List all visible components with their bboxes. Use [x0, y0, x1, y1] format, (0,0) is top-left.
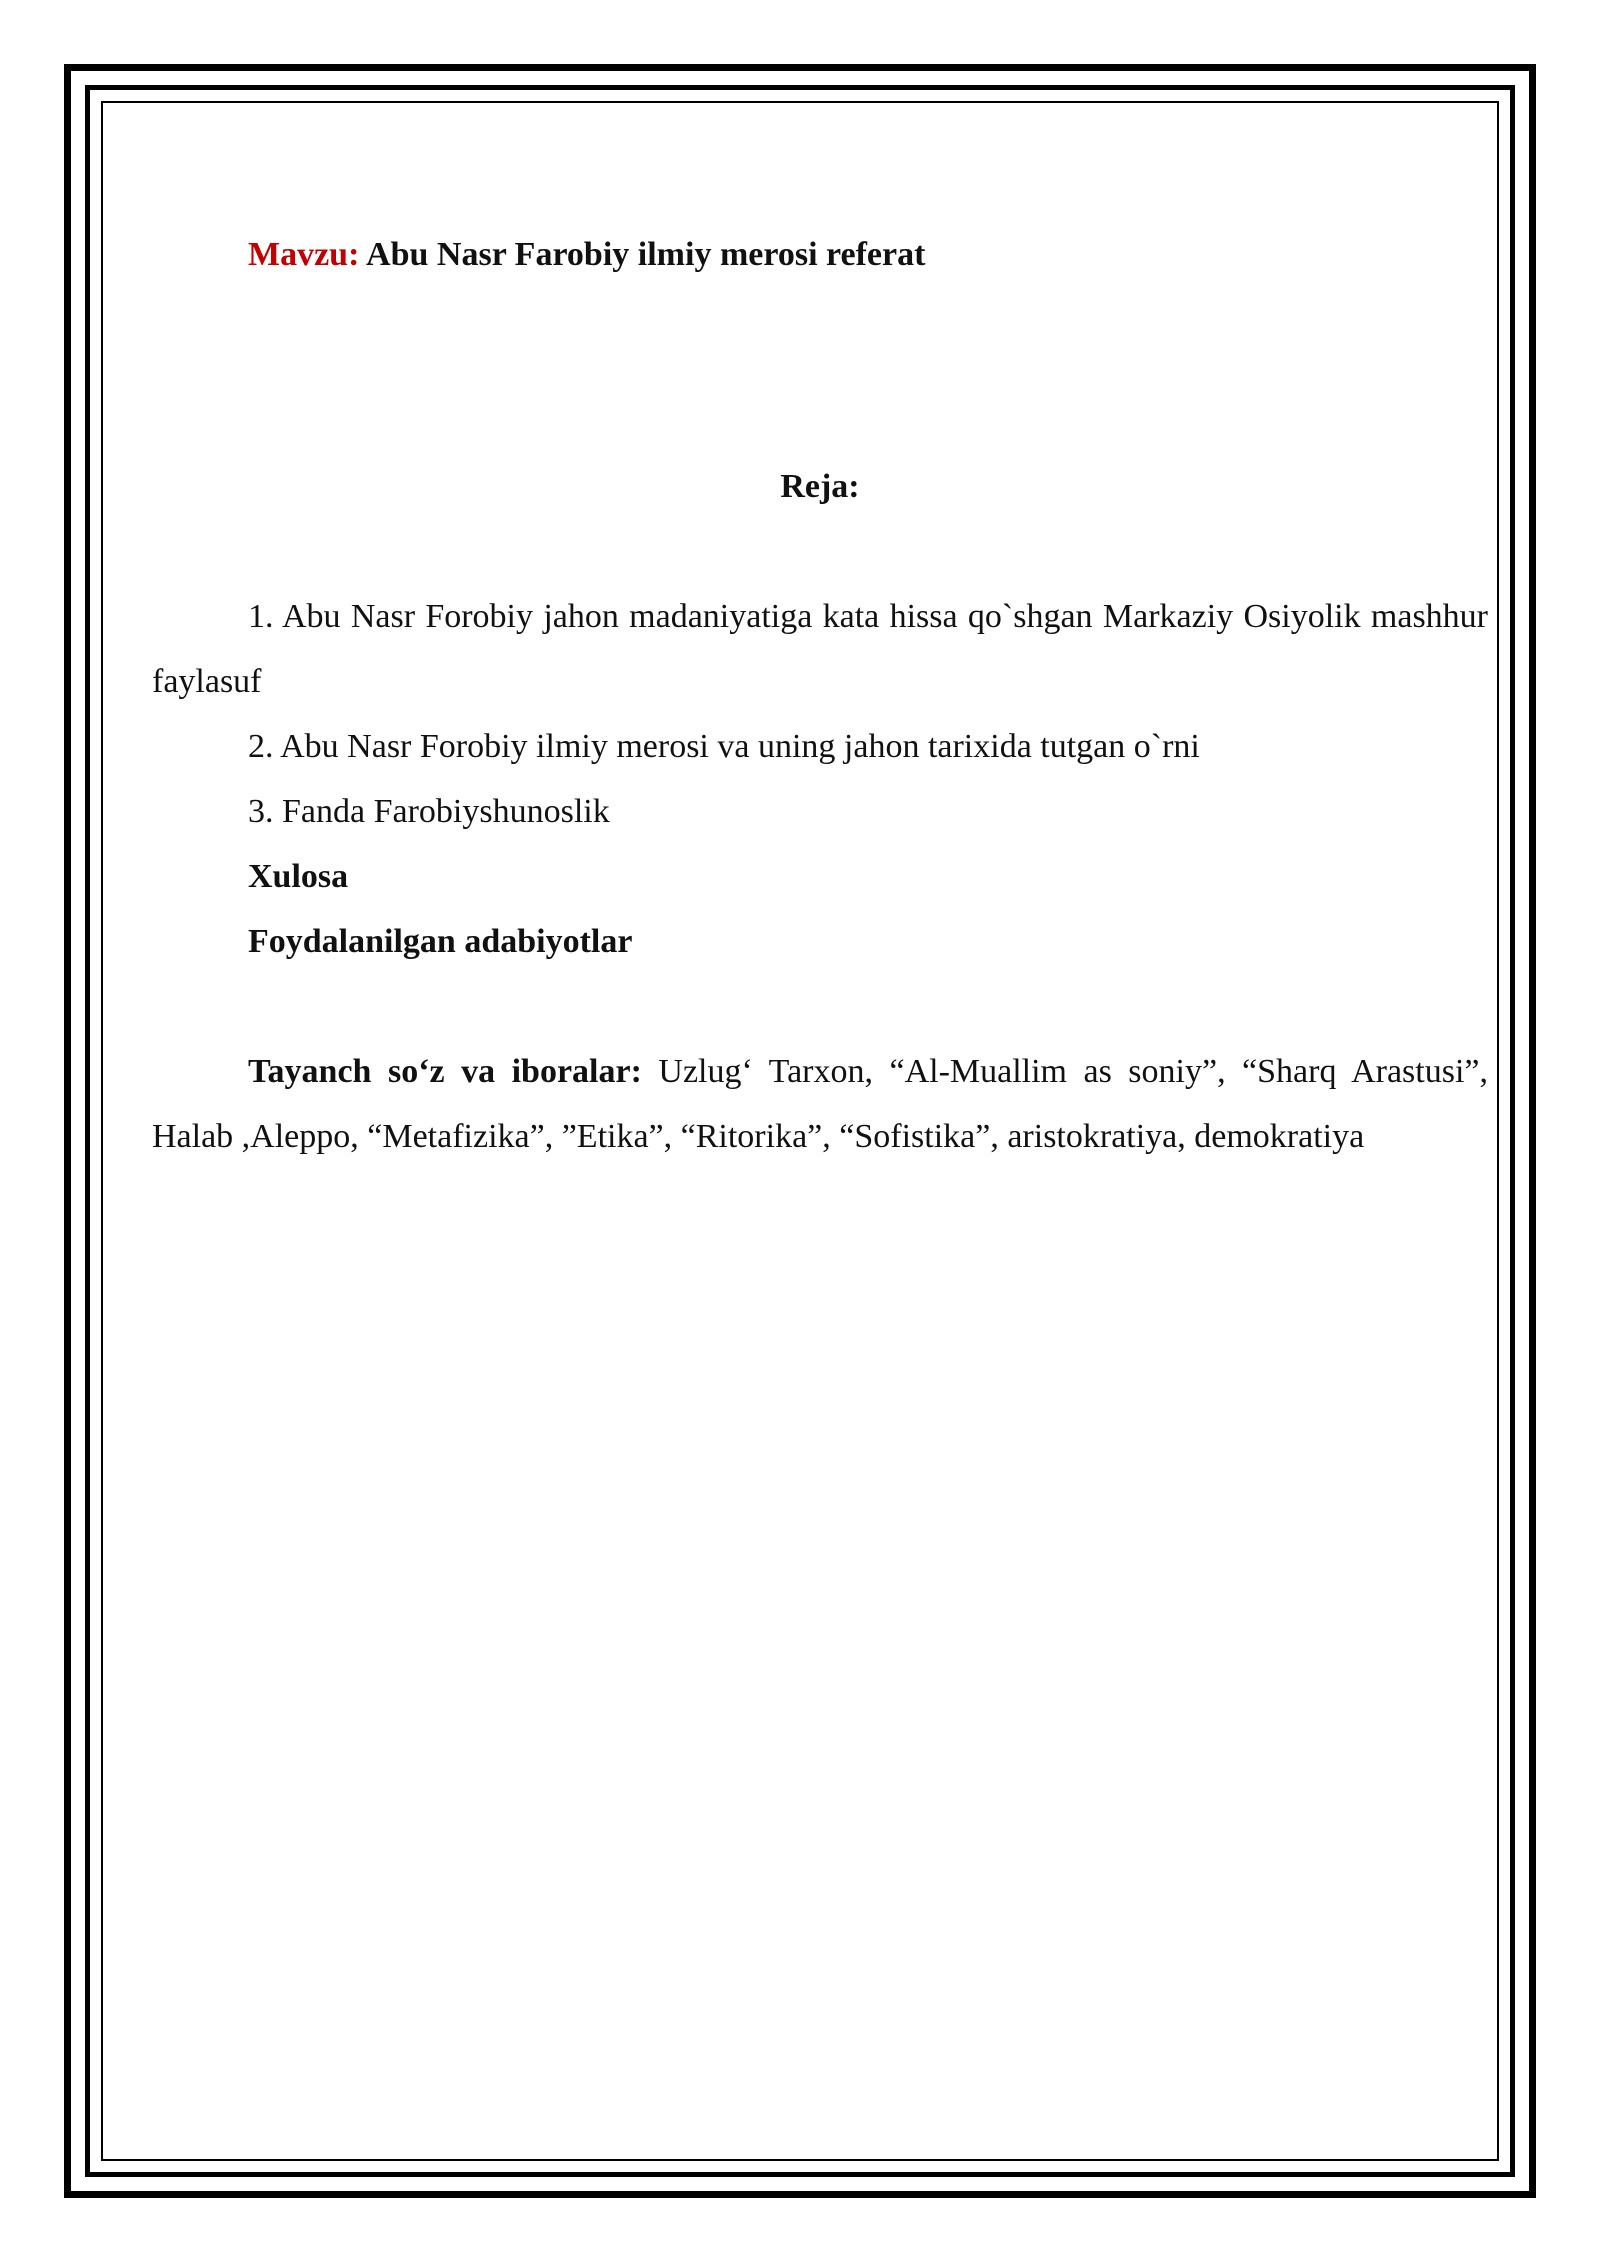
topic-title — [152, 222, 1488, 287]
conclusion-item: Xulosa — [248, 858, 349, 895]
topic-label: Mavzu: — [248, 236, 360, 273]
plan-item: 3. Fanda Farobiyshunoslik — [248, 793, 610, 830]
plan-item: 1. Abu Nasr Forobiy jahon madaniyatiga kata hissa qo`shgan Markaziy Osiyolik mashhur faylasuf — [152, 598, 1488, 700]
topic-text: Abu Nasr Farobiy ilmiy merosi referat — [366, 236, 926, 273]
plan-heading: Reja: — [780, 468, 860, 505]
keywords-paragraph — [152, 1039, 1488, 1169]
plan-item: 2. Abu Nasr Forobiy ilmiy merosi va uning jahon tarixida tutgan o`rni — [248, 728, 1200, 765]
document-content — [152, 222, 1489, 1155]
plan-list — [152, 584, 1488, 974]
keywords-text: Uzlug‘ Tarxon, “Al-Muallim as soniy”, “Sharq Arastusi”, Halab ,Aleppo, “Metafizika”, ”Etika”, “Ritorika”, “Sofistika”, aristokratiya, demokratiya — [152, 1053, 1489, 1155]
references-item: Foydalanilgan adabiyotlar — [248, 923, 633, 960]
keywords-label: Tayanch so‘z va iboralar: — [248, 1053, 642, 1090]
